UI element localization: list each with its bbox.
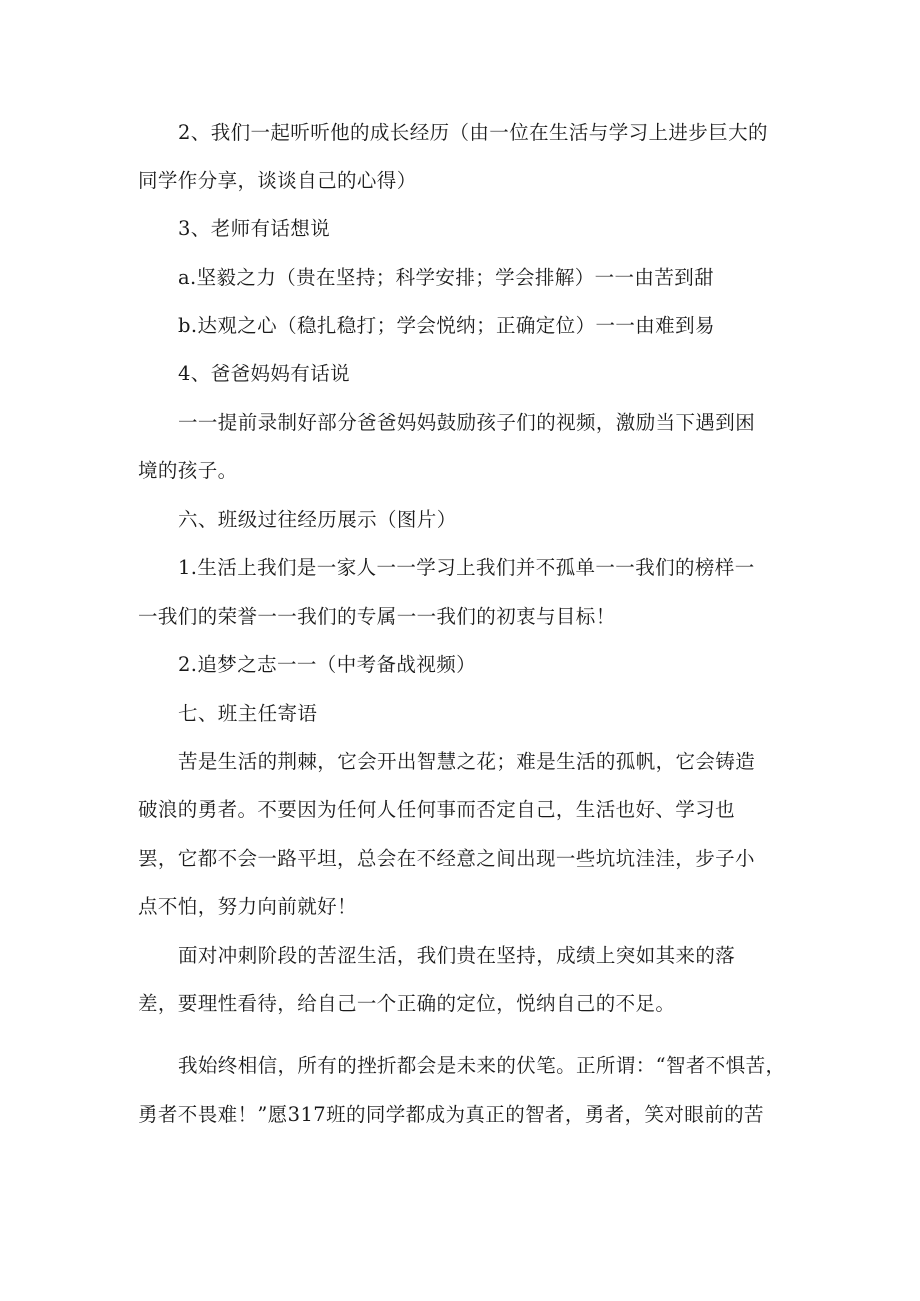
- paragraph-line: 境的孩子。: [138, 459, 238, 482]
- paragraph-line: 面对冲刺阶段的苦涩生活，我们贵在坚持，成绩上突如其来的落: [178, 944, 736, 967]
- list-item: a.坚毅之力（贵在坚持；科学安排；学会排解）一一由苦到甜: [178, 266, 715, 289]
- paragraph-line: 2.追梦之志一一（中考备战视频）: [178, 653, 477, 676]
- paragraph-line: 我始终相信，所有的挫折都会是未来的伏笔。正所谓：“智者不惧苦，: [178, 1054, 786, 1077]
- paragraph-line: 1.生活上我们是一家人一一学习上我们并不孤单一一我们的榜样一: [178, 556, 755, 579]
- paragraph-line: 差，要理性看待，给自己一个正确的定位，悦纳自己的不足。: [138, 992, 676, 1015]
- paragraph-line: 点不怕，努力向前就好！: [138, 895, 357, 918]
- paragraph-line: 2、我们一起听听他的成长经历（由一位在生活与学习上进步巨大的: [178, 121, 768, 144]
- paragraph-line: 勇者不畏难！”愿317班的同学都成为真正的智者，勇者，笑对眼前的苦: [138, 1103, 764, 1126]
- section-heading: 4、爸爸妈妈有话说: [178, 362, 351, 385]
- section-heading: 六、班级过往经历展示（图片）: [178, 508, 457, 531]
- paragraph-line: 一我们的荣誉一一我们的专属一一我们的初衷与目标！: [138, 605, 616, 628]
- paragraph-line: 同学作分享，谈谈自己的心得）: [138, 169, 417, 192]
- list-item: b.达观之心（稳扎稳打；学会悦纳；正确定位）一一由难到易: [178, 314, 715, 337]
- paragraph-line: 破浪的勇者。不要因为任何人任何事而否定自己，生活也好、学习也: [138, 798, 736, 821]
- section-heading: 七、班主任寄语: [178, 702, 318, 725]
- paragraph-line: 罢，它都不会一路平坦，总会在不经意之间出现一些坑坑洼洼，步子小: [138, 847, 755, 870]
- paragraph-line: 苦是生活的荆棘，它会开出智慧之花；难是生活的孤帆，它会铸造: [178, 750, 756, 773]
- section-heading: 3、老师有话想说: [178, 217, 331, 240]
- paragraph-line: 一一提前录制好部分爸爸妈妈鼓励孩子们的视频，激励当下遇到困: [178, 411, 756, 434]
